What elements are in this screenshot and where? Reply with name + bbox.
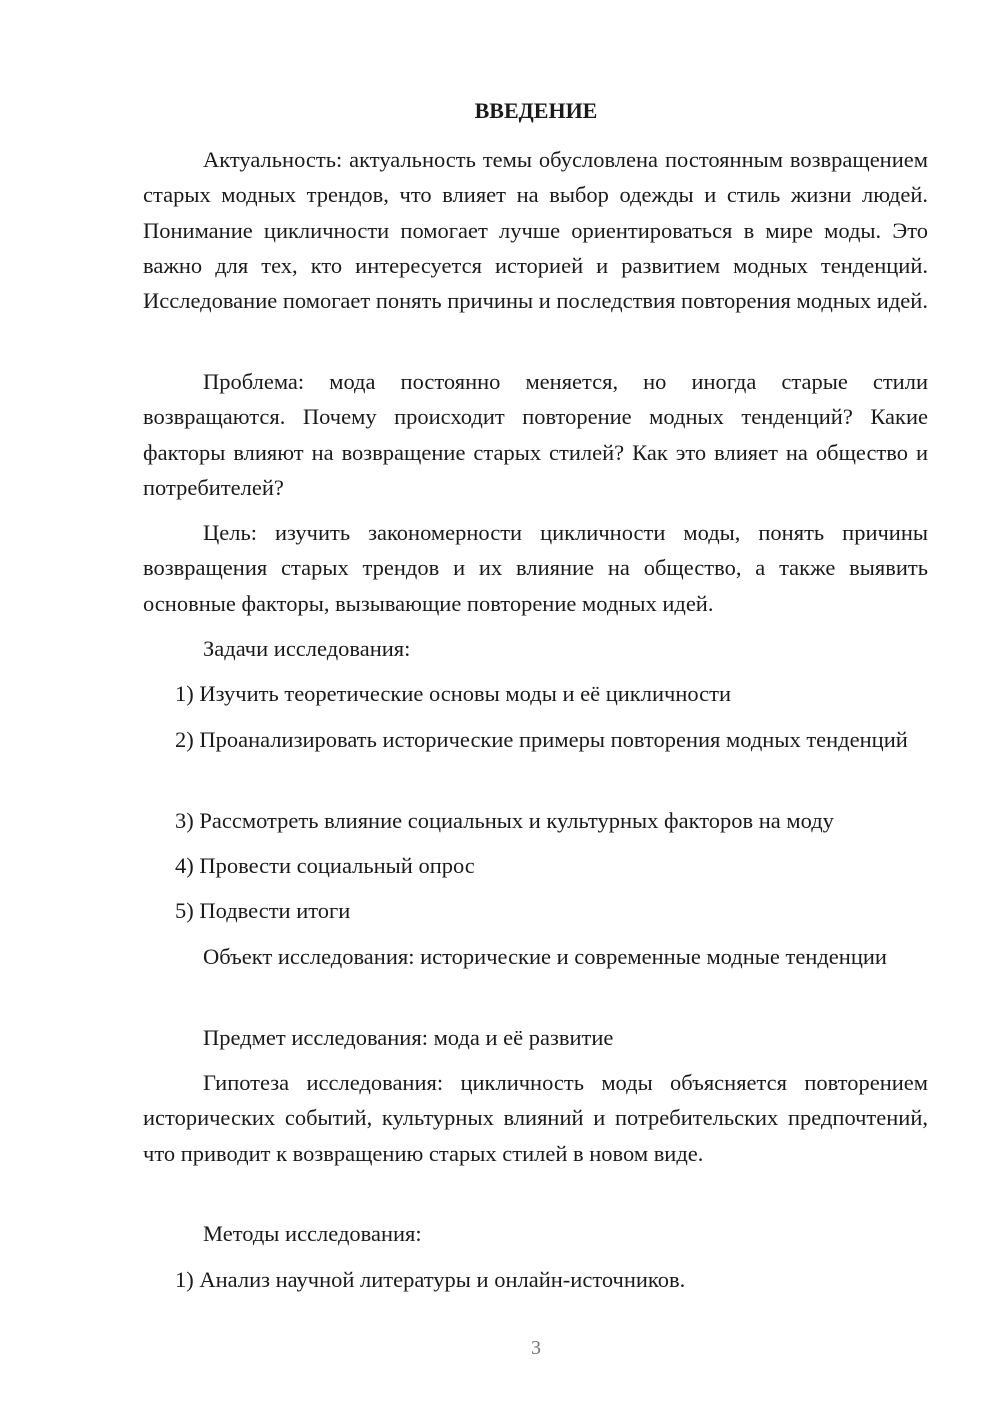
subject-paragraph: Предмет исследования: мода и её развитие: [203, 1025, 614, 1050]
page-title: ВВЕДЕНИЕ: [474, 98, 598, 123]
tasks-heading: Задачи исследования:: [203, 636, 411, 661]
goal-paragraph: Цель: изучить закономерности цикличности моды, понять причины возвращения старых трендов и их влияние на общество, а также выявить основные факторы, вызывающие повторение модных идей.: [143, 520, 928, 616]
methods-heading: Методы исследования:: [203, 1221, 422, 1246]
task-item-4: 4) Провести социальный опрос: [175, 853, 475, 878]
problem-paragraph: Проблема: мода постоянно меняется, но иногда старые стили возвращаются. Почему происходит повторение модных тенденций? Какие факторы влияют на возвращение старых стилей? Как это влияет на общество и потребителей?: [143, 369, 928, 500]
object-paragraph: Объект исследования: исторические и современные модные тенденции: [203, 944, 887, 969]
method-item-1: 1) Анализ научной литературы и онлайн-источников.: [175, 1267, 686, 1292]
task-item-5: 5) Подвести итоги: [175, 898, 351, 923]
task-item-1: 1) Изучить теоретические основы моды и её цикличности: [175, 681, 732, 706]
hypothesis-paragraph: Гипотеза исследования: цикличность моды объясняется повторением исторических событий, культурных влияний и потребительских предпочтений, что приводит к возвращению старых стилей в новом виде.: [143, 1070, 928, 1166]
page-number: 3: [531, 1337, 541, 1359]
task-item-2: 2) Проанализировать исторические примеры повторения модных тенденций: [175, 727, 908, 752]
relevance-paragraph: Актуальность: актуальность темы обусловлена постоянным возвращением старых модных трендов, что влияет на выбор одежды и стиль жизни людей. Понимание цикличности помогает лучше ориентироваться в мире моды. Это важно для тех, кто интересуется историей и развитием модных тенденций. Исследование помогает понять причины и последствия повторения модных идей.: [143, 147, 928, 314]
task-item-3: 3) Рассмотреть влияние социальных и культурных факторов на моду: [175, 808, 834, 833]
